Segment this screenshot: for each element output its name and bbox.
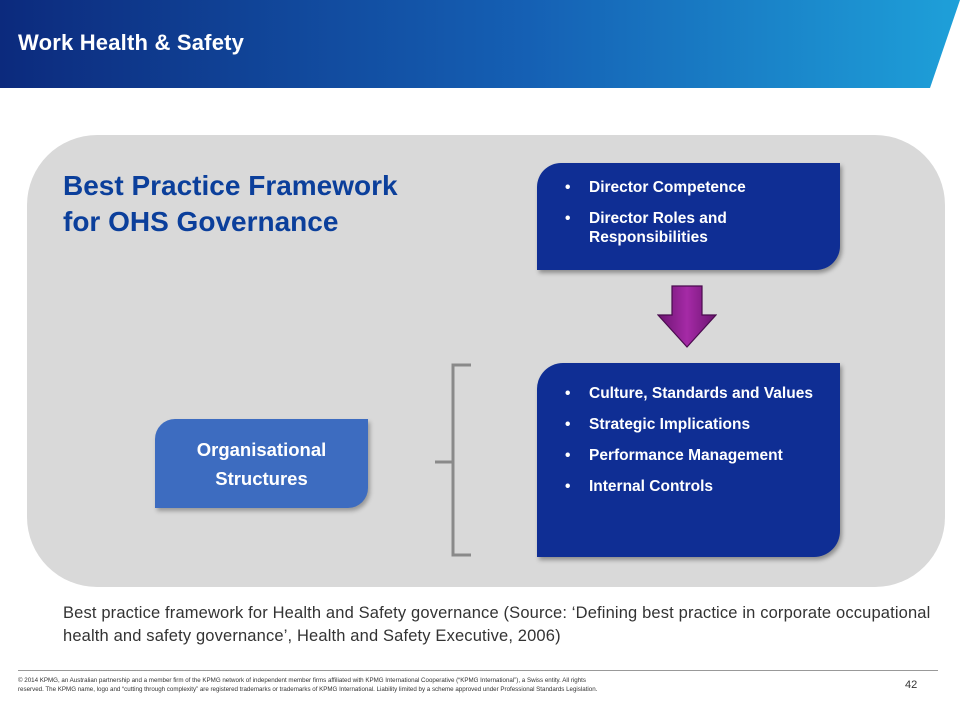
director-list-item: • Director Roles and Responsibilities — [563, 209, 830, 247]
organisational-list-item: • Culture, Standards and Values — [563, 384, 830, 403]
footer-divider — [18, 670, 938, 671]
organisational-box — [537, 363, 840, 557]
organisational-structures-label — [172, 435, 352, 493]
director-list — [563, 178, 830, 259]
framework-title-line2: for OHS Governance — [63, 206, 339, 237]
bracket-connector — [433, 362, 473, 558]
organisational-list-item: • Performance Management — [563, 446, 830, 465]
organisational-list-item: • Strategic Implications — [563, 415, 830, 434]
organisational-list-item: • Internal Controls — [563, 477, 830, 496]
framework-title — [63, 168, 398, 240]
copyright-notice: © 2014 KPMG, an Australian partnership and a member firm of the KPMG network of independent member firms affiliated with KPMG International Cooperative (“KPMG International”), a Swiss entity. All rights reserved. The KPMG name, logo and “cutting through complexity” are registered trademarks or trademarks of KPMG International. Liability limited by a scheme approved under Professional Standards Legislation. — [18, 677, 598, 693]
organisational-list — [563, 384, 830, 508]
figure-caption: Best practice framework for Health and Safety governance (Source: ‘Defining best practice in corporate occupational health and safety governance’, Health and Safety Executive, 2006) — [63, 604, 931, 645]
director-box — [537, 163, 840, 270]
page-number: 42 — [905, 679, 918, 691]
director-list-item: • Director Competence — [563, 178, 830, 197]
organisational-structures-line1: Organisational — [196, 438, 327, 460]
down-arrow-icon — [657, 285, 717, 349]
organisational-structures-box — [155, 419, 368, 508]
page-title: Work Health & Safety — [18, 30, 245, 55]
framework-title-line1: Best Practice Framework — [63, 170, 398, 201]
organisational-structures-line2: Structures — [215, 467, 308, 489]
